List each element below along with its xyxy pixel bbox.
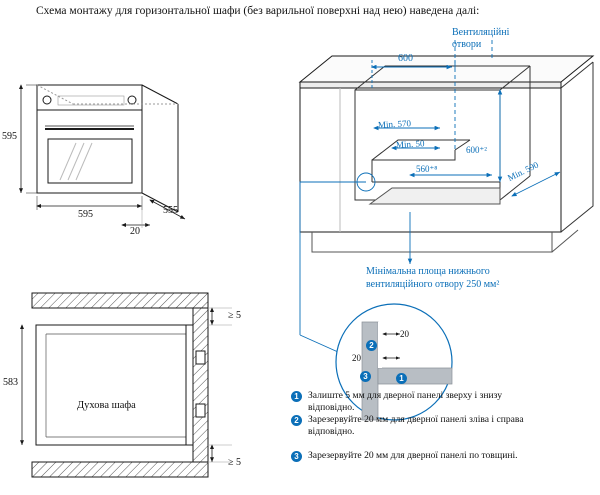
label-height-600: 600⁺² [466,145,487,155]
label-detail-20-left: 20 [352,353,361,363]
note-bullet-2: 2 [291,415,302,426]
label-depth-560: 560⁺⁸ [416,164,438,174]
label-vent-area-2: вентиляційного отвору 250 мм² [366,279,500,290]
note-bullet-3: 3 [291,451,302,462]
label-min-50: Min. 50 [395,138,425,150]
label-vent-area-1: Мінімальна площа нижнього [366,266,490,277]
label-cabinet-name: Духова шафа [77,400,136,411]
label-section-height: 583 [3,377,18,388]
label-gap-top: ≥ 5 [228,310,241,321]
label-oven-depth: 555 [163,205,178,216]
label-oven-door-thickness: 20 [130,226,140,237]
page-title: Схема монтажу для горизонтальної шафи (без варильної поверхні над нею) наведена далі: [36,5,480,17]
label-min-570: Min. 570 [377,118,412,130]
label-vent-title-1: Вентиляційні [452,27,510,38]
label-min-590: Min. 590 [506,159,541,183]
note-text-2: Зарезервуйте 20 мм для дверної панелі зліва і справа відповідно. [308,414,524,437]
label-detail-20-top: 20 [400,329,409,339]
detail-marker-2: 2 [366,340,377,351]
note-text-3: Зарезервуйте 20 мм для дверної панелі по товщині. [308,450,518,461]
detail-marker-3: 3 [360,371,371,382]
note-bullet-1: 1 [291,391,302,402]
label-oven-width: 595 [78,209,93,220]
label-gap-bottom: ≥ 5 [228,457,241,468]
label-width-600: 600 [398,53,413,64]
label-oven-height: 595 [2,131,17,142]
note-text-1: Залиште 5 мм для дверної панелі зверху і знизу відповідно. [308,390,503,413]
detail-marker-1: 1 [396,373,407,384]
label-vent-title-2: отвори [452,39,482,50]
